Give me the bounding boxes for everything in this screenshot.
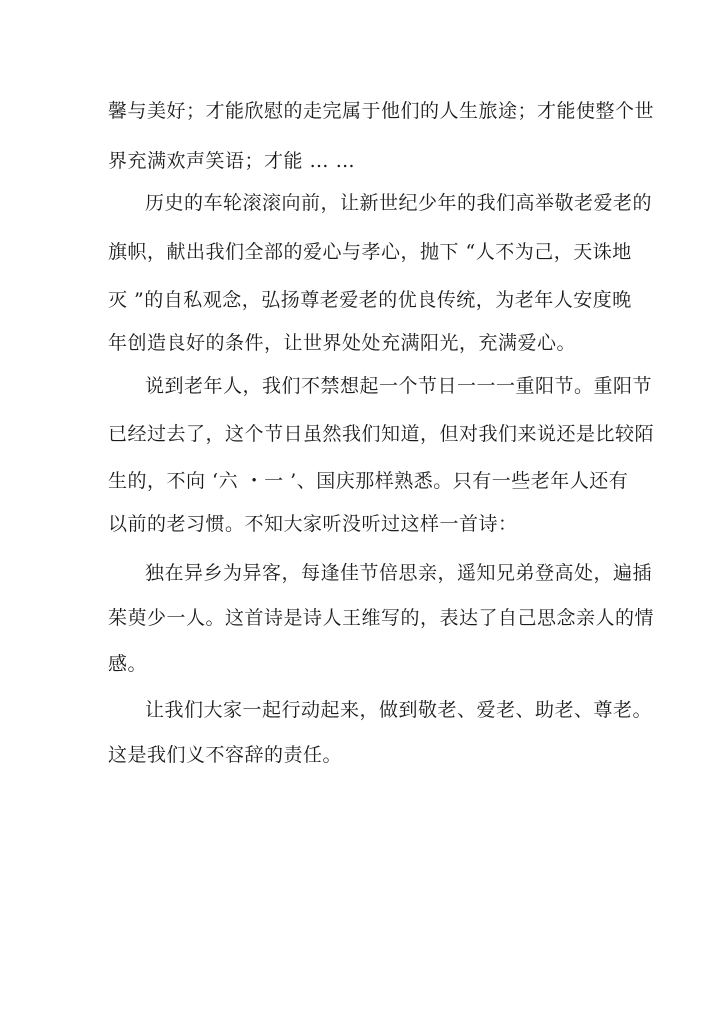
paragraph-2-line-2: 旗帜，献出我们全部的爱心与孝心，抛下 “人不为己，天诛地: [108, 241, 632, 263]
paragraph-3-line-2: 已经过去了，这个节日虽然我们知道，但对我们来说还是比较陌: [108, 423, 655, 445]
paragraph-4-line-1: 独在异乡为异客，每逢佳节倍思亲，遥知兄弟登高处，遍插: [145, 562, 653, 584]
paragraph-2-line-4: 年创造良好的条件，让世界处处充满阳光，充满爱心。: [108, 332, 577, 354]
paragraph-3-line-1: 说到老年人，我们不禁想起一个节日一一一重阳节。重阳节: [145, 375, 653, 397]
paragraph-1-line-2: 界充满欢声笑语；才能 … …: [108, 150, 356, 172]
paragraph-5-line-1: 让我们大家一起行动起来，做到敬老、爱老、助老、尊老。: [145, 699, 653, 721]
paragraph-3-line-4: 以前的老习惯。不知大家听没听过这样一首诗：: [108, 513, 518, 535]
paragraph-1-line-1: 馨与美好；才能欣慰的走完属于他们的人生旅途；才能使整个世: [108, 100, 655, 122]
paragraph-5-line-2: 这是我们义不容辞的责任。: [108, 744, 343, 766]
paragraph-2-line-1: 历史的车轮滚滚向前，让新世纪少年的我们高举敬老爱老的: [145, 192, 653, 214]
paragraph-4-line-2: 茱萸少一人。这首诗是诗人王维写的，表达了自己思念亲人的情: [108, 607, 655, 629]
paragraph-2-line-3: 灭 ”的自私观念，弘扬尊老爱老的优良传统，为老年人安度晚: [108, 289, 632, 311]
paragraph-4-line-3: 感。: [108, 653, 148, 675]
paragraph-3-line-3: 生的，不向 ‘六 ・一 ’、国庆那样熟悉。只有一些老年人还有: [108, 470, 629, 492]
